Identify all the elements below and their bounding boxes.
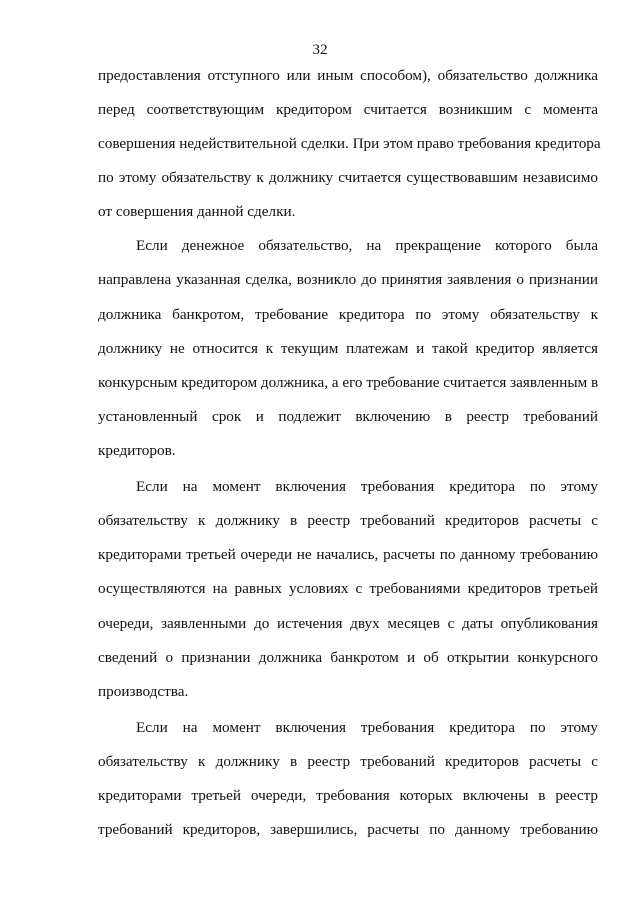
- text-line: по этому обязательству к должнику считается существовавшим независимо: [98, 169, 598, 186]
- text-line: обязательству к должнику в реестр требований кредиторов расчеты с: [98, 753, 598, 770]
- text-line: Если на момент включения требования кредитора по этому: [136, 719, 598, 736]
- text-line: кредиторами третьей очереди, требования которых включены в реестр: [98, 787, 598, 804]
- text-line: сведений о признании должника банкротом и об открытии конкурсного: [98, 649, 598, 666]
- text-line: кредиторами третьей очереди не начались, расчеты по данному требованию: [98, 546, 598, 563]
- text-line: Если денежное обязательство, на прекращение которого была: [136, 237, 598, 254]
- text-line: Если на момент включения требования кредитора по этому: [136, 478, 598, 495]
- text-line: направлена указанная сделка, возникло до принятия заявления о признании: [98, 271, 598, 288]
- text-line: установленный срок и подлежит включению в реестр требований: [98, 408, 598, 425]
- text-line: кредиторов.: [98, 442, 176, 459]
- text-line: должнику не относится к текущим платежам и такой кредитор является: [98, 340, 598, 357]
- text-line: должника банкротом, требование кредитора по этому обязательству к: [98, 306, 598, 323]
- text-line: от совершения данной сделки.: [98, 203, 296, 220]
- text-line: осуществляются на равных условиях с требованиями кредиторов третьей: [98, 580, 598, 597]
- text-line: очереди, заявленными до истечения двух месяцев с даты опубликования: [98, 615, 598, 632]
- text-line: обязательству к должнику в реестр требований кредиторов расчеты с: [98, 512, 598, 529]
- text-line: совершения недействительной сделки. При этом право требования кредитора: [98, 135, 601, 152]
- text-line: производства.: [98, 683, 189, 700]
- text-line: предоставления отступного или иным способом), обязательство должника: [98, 67, 598, 84]
- page-number: 32: [312, 41, 328, 58]
- text-line: перед соответствующим кредитором считается возникшим с момента: [98, 101, 598, 118]
- text-line: требований кредиторов, завершились, расчеты по данному требованию: [98, 821, 598, 838]
- text-line: конкурсным кредитором должника, а его требование считается заявленным в: [98, 374, 599, 391]
